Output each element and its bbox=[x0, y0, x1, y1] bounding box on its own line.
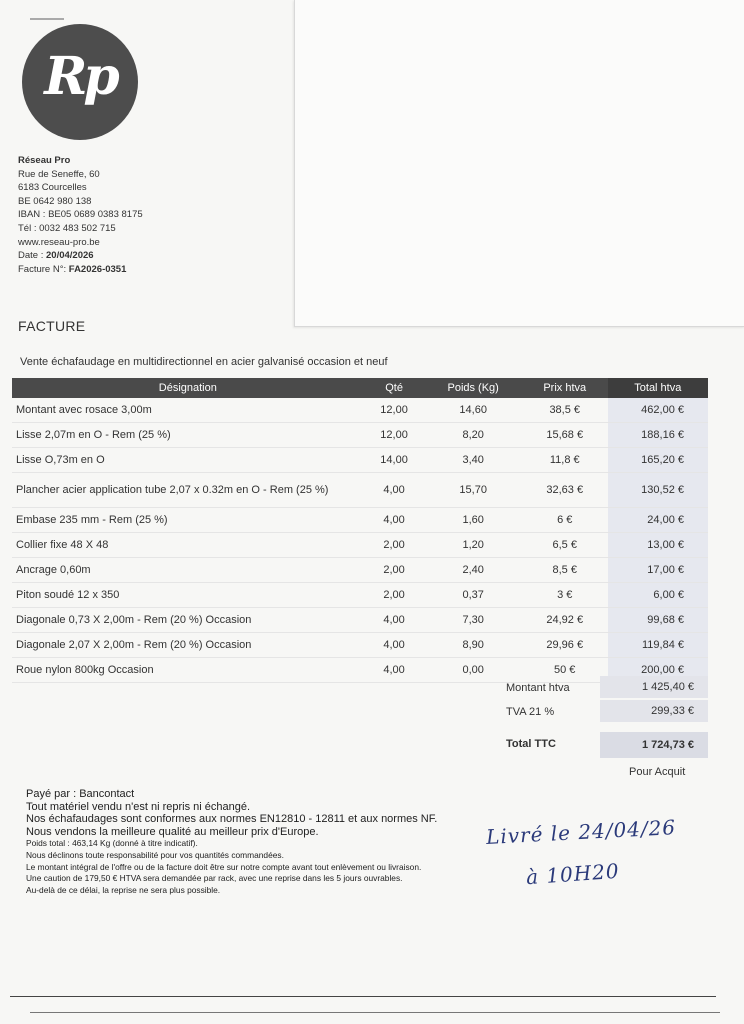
cell-designation: Lisse O,73m en O bbox=[12, 448, 364, 473]
cell-total: 119,84 € bbox=[608, 633, 708, 658]
cell-weight: 2,40 bbox=[425, 558, 522, 583]
top-mark bbox=[30, 18, 64, 20]
cell-price: 6 € bbox=[522, 508, 608, 533]
table-row bbox=[12, 473, 708, 508]
invoice-date bbox=[18, 249, 143, 263]
note-line: Tout matériel vendu n'est ni repris ni échangé. bbox=[26, 800, 251, 813]
cell-designation: Piton soudé 12 x 350 bbox=[12, 583, 364, 608]
note-small-line: Poids total : 463,14 Kg (donné à titre indicatif). bbox=[26, 838, 198, 849]
cell-weight: 0,37 bbox=[425, 583, 522, 608]
note-line: Nos échafaudages sont conformes aux normes EN12810 - 12811 et aux normes NF. bbox=[26, 813, 438, 826]
cell-price: 6,5 € bbox=[522, 533, 608, 558]
cell-designation: Montant avec rosace 3,00m bbox=[12, 398, 364, 423]
table-row bbox=[12, 533, 708, 558]
totals-block bbox=[500, 676, 708, 762]
total-htva-label: Montant htva bbox=[506, 682, 570, 694]
cell-total: 165,20 € bbox=[608, 448, 708, 473]
cell-price: 32,63 € bbox=[522, 473, 608, 508]
tva-value: 299,33 € bbox=[600, 700, 708, 722]
table-row bbox=[12, 508, 708, 533]
cell-qty: 2,00 bbox=[364, 583, 425, 608]
note-small-line: Au-delà de ce délai, la reprise ne sera plus possible. bbox=[26, 884, 221, 895]
company-street: Rue de Seneffe, 60 bbox=[18, 168, 100, 180]
logo-lettering: Rp bbox=[44, 46, 116, 107]
cell-weight: 0,00 bbox=[425, 658, 522, 683]
cell-weight: 1,20 bbox=[425, 533, 522, 558]
cell-total: 6,00 € bbox=[608, 583, 708, 608]
cell-total: 13,00 € bbox=[608, 533, 708, 558]
table-row bbox=[12, 558, 708, 583]
company-info bbox=[18, 154, 143, 276]
cell-qty: 4,00 bbox=[364, 658, 425, 683]
cell-price: 8,5 € bbox=[522, 558, 608, 583]
cell-qty: 12,00 bbox=[364, 423, 425, 448]
cell-price: 38,5 € bbox=[522, 398, 608, 423]
bottom-rule bbox=[10, 996, 716, 997]
company-logo bbox=[22, 24, 138, 140]
cell-price: 15,68 € bbox=[522, 423, 608, 448]
cell-designation: Roue nylon 800kg Occasion bbox=[12, 658, 364, 683]
cell-weight: 15,70 bbox=[425, 473, 522, 508]
cell-total: 99,68 € bbox=[608, 608, 708, 633]
date-value: 20/04/2026 bbox=[46, 250, 94, 262]
total-ttc-row bbox=[500, 732, 708, 762]
table-row bbox=[12, 398, 708, 423]
company-iban: IBAN : BE05 0689 0383 8175 bbox=[18, 209, 143, 221]
invoice-number-label: Facture N°: bbox=[18, 263, 69, 275]
cell-designation: Diagonale 0,73 X 2,00m - Rem (20 %) Occasion bbox=[12, 608, 364, 633]
company-name: Réseau Pro bbox=[18, 155, 71, 166]
cell-designation: Plancher acier application tube 2,07 x 0.32m en O - Rem (25 %) bbox=[12, 473, 364, 508]
company-phone: Tél : 0032 483 502 715 bbox=[18, 222, 116, 234]
company-vat: BE 0642 980 138 bbox=[18, 195, 92, 207]
cell-designation: Ancrage 0,60m bbox=[12, 558, 364, 583]
cell-designation: Lisse 2,07m en O - Rem (25 %) bbox=[12, 423, 364, 448]
company-city: 6183 Courcelles bbox=[18, 182, 87, 194]
cell-total: 24,00 € bbox=[608, 508, 708, 533]
note-small-line: Le montant intégral de l'offre ou de la facture doit être sur notre compte avant tout enlèvement ou livraison. bbox=[26, 861, 422, 872]
header-price: Prix htva bbox=[522, 378, 608, 398]
tva-row bbox=[500, 700, 708, 724]
cell-weight: 8,20 bbox=[425, 423, 522, 448]
cell-qty: 4,00 bbox=[364, 508, 425, 533]
cell-designation: Collier fixe 48 X 48 bbox=[12, 533, 364, 558]
cell-qty: 4,00 bbox=[364, 473, 425, 508]
cell-weight: 7,30 bbox=[425, 608, 522, 633]
handwritten-delivery-date: Livré le 24/04/26 bbox=[485, 815, 677, 849]
table-row bbox=[12, 633, 708, 658]
table-row bbox=[12, 583, 708, 608]
cell-qty: 2,00 bbox=[364, 533, 425, 558]
cell-price: 50 € bbox=[522, 658, 608, 683]
header-total: Total htva bbox=[608, 378, 708, 398]
company-website: www.reseau-pro.be bbox=[18, 236, 100, 248]
bottom-rule bbox=[30, 1012, 720, 1013]
note-small-line: Une caution de 179,50 € HTVA sera demandée par rack, avec une reprise dans les 5 jours ouvrables. bbox=[26, 873, 403, 884]
cell-total: 462,00 € bbox=[608, 398, 708, 423]
total-ttc-label: Total TTC bbox=[506, 738, 556, 750]
header-weight: Poids (Kg) bbox=[425, 378, 522, 398]
cell-price: 24,92 € bbox=[522, 608, 608, 633]
cell-price: 11,8 € bbox=[522, 448, 608, 473]
cell-total: 17,00 € bbox=[608, 558, 708, 583]
table-row bbox=[12, 608, 708, 633]
terms-notes bbox=[26, 788, 437, 896]
table-row bbox=[12, 448, 708, 473]
tva-label: TVA 21 % bbox=[506, 706, 555, 718]
payment-method: Payé par : Bancontact bbox=[26, 788, 135, 800]
document-subtitle: Vente échafaudage en multidirectionnel en acier galvanisé occasion et neuf bbox=[20, 356, 388, 368]
header-qty: Qté bbox=[364, 378, 425, 398]
cell-weight: 14,60 bbox=[425, 398, 522, 423]
date-label: Date : bbox=[18, 250, 46, 262]
cell-qty: 4,00 bbox=[364, 633, 425, 658]
total-ttc-value: 1 724,73 € bbox=[600, 732, 708, 758]
cell-designation: Embase 235 mm - Rem (25 %) bbox=[12, 508, 364, 533]
cell-price: 29,96 € bbox=[522, 633, 608, 658]
cell-qty: 2,00 bbox=[364, 558, 425, 583]
cell-total: 130,52 € bbox=[608, 473, 708, 508]
document-title: FACTURE bbox=[18, 318, 86, 334]
cell-weight: 8,90 bbox=[425, 633, 522, 658]
cell-total: 200,00 € bbox=[608, 658, 708, 683]
total-htva-row bbox=[500, 676, 708, 700]
cell-designation: Diagonale 2,07 X 2,00m - Rem (20 %) Occasion bbox=[12, 633, 364, 658]
cell-price: 3 € bbox=[522, 583, 608, 608]
total-htva-value: 1 425,40 € bbox=[600, 676, 708, 698]
table-header-row bbox=[12, 378, 708, 398]
items-table bbox=[12, 378, 708, 683]
invoice-number-value: FA2026-0351 bbox=[68, 263, 127, 275]
envelope-window-overlay bbox=[294, 0, 744, 327]
table-row bbox=[12, 423, 708, 448]
header-designation: Désignation bbox=[12, 378, 364, 398]
note-small-line: Nous déclinons toute responsabilité pour vos quantités commandées. bbox=[26, 849, 284, 860]
cell-qty: 12,00 bbox=[364, 398, 425, 423]
cell-weight: 3,40 bbox=[425, 448, 522, 473]
cell-total: 188,16 € bbox=[608, 423, 708, 448]
acquit-label: Pour Acquit bbox=[629, 766, 686, 778]
invoice-number bbox=[18, 263, 143, 277]
cell-qty: 4,00 bbox=[364, 608, 425, 633]
note-line: Nous vendons la meilleure qualité au meilleur prix d'Europe. bbox=[26, 825, 319, 838]
cell-qty: 14,00 bbox=[364, 448, 425, 473]
handwritten-delivery-time: à 10H20 bbox=[525, 858, 621, 890]
cell-weight: 1,60 bbox=[425, 508, 522, 533]
